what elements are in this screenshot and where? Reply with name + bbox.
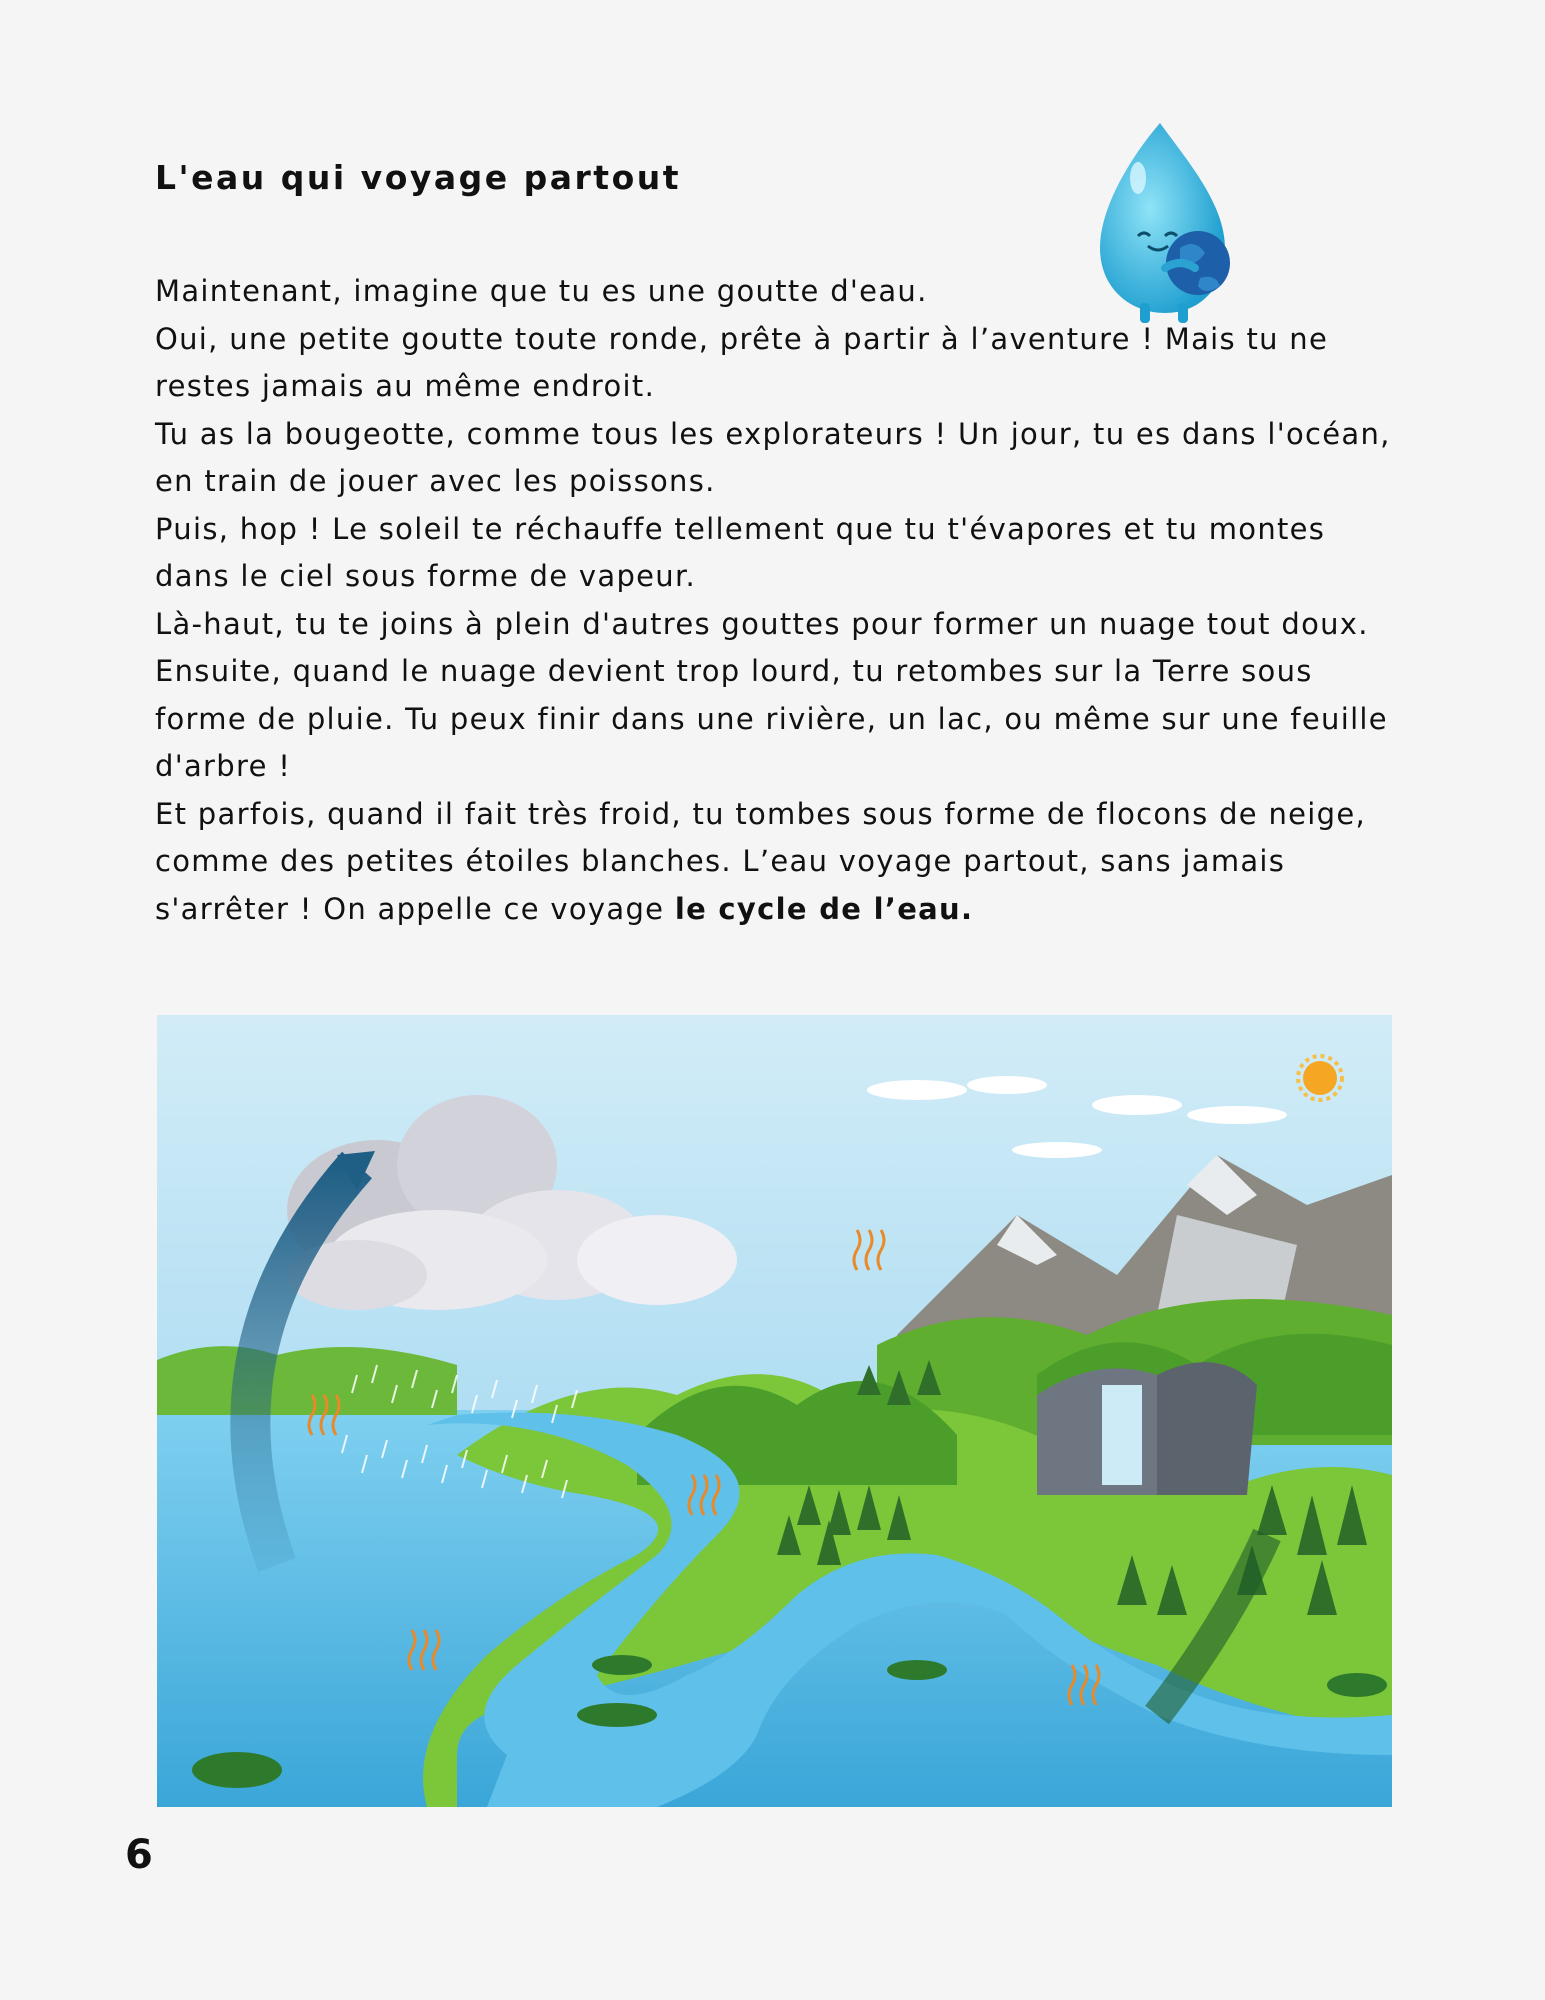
story-text bbox=[155, 268, 1395, 933]
paragraph-7 bbox=[155, 791, 1395, 934]
water-cycle-term: le cycle de l’eau. bbox=[674, 891, 974, 926]
paragraph-4: Puis, hop ! Le soleil te réchauffe tellement que tu t'évapores et tu montes dans le ciel sous forme de vapeur. bbox=[155, 511, 1326, 593]
paragraph-7-text: Et parfois, quand il fait très froid, tu tombes sous forme de flocons de neige, comme des petites étoiles blanches. L’eau voyage partout, sans jamais s'arrêter ! On appelle ce voyage bbox=[155, 796, 1366, 926]
paragraph-2: Oui, une petite goutte toute ronde, prête à partir à l’aventure ! Mais tu ne restes jamais au même endroit. bbox=[155, 321, 1329, 403]
paragraph-5: Là-haut, tu te joins à plein d'autres gouttes pour former un nuage tout doux. bbox=[155, 606, 1369, 641]
water-cycle-illustration bbox=[157, 1015, 1392, 1807]
paragraph-6: Ensuite, quand le nuage devient trop lourd, tu retombes sur la Terre sous forme de pluie. Tu peux finir dans une rivière, un lac, ou même sur une feuille d'arbre ! bbox=[155, 654, 1388, 783]
page-title: L'eau qui voyage partout bbox=[155, 158, 682, 197]
paragraph-3: Tu as la bougeotte, comme tous les explorateurs ! Un jour, tu es dans l'océan, en train de jouer avec les poissons. bbox=[155, 416, 1391, 498]
paragraph-1: Maintenant, imagine que tu es une goutte d'eau. bbox=[155, 274, 928, 308]
waterfall bbox=[1037, 1362, 1257, 1495]
page-number: 6 bbox=[125, 1832, 153, 1878]
